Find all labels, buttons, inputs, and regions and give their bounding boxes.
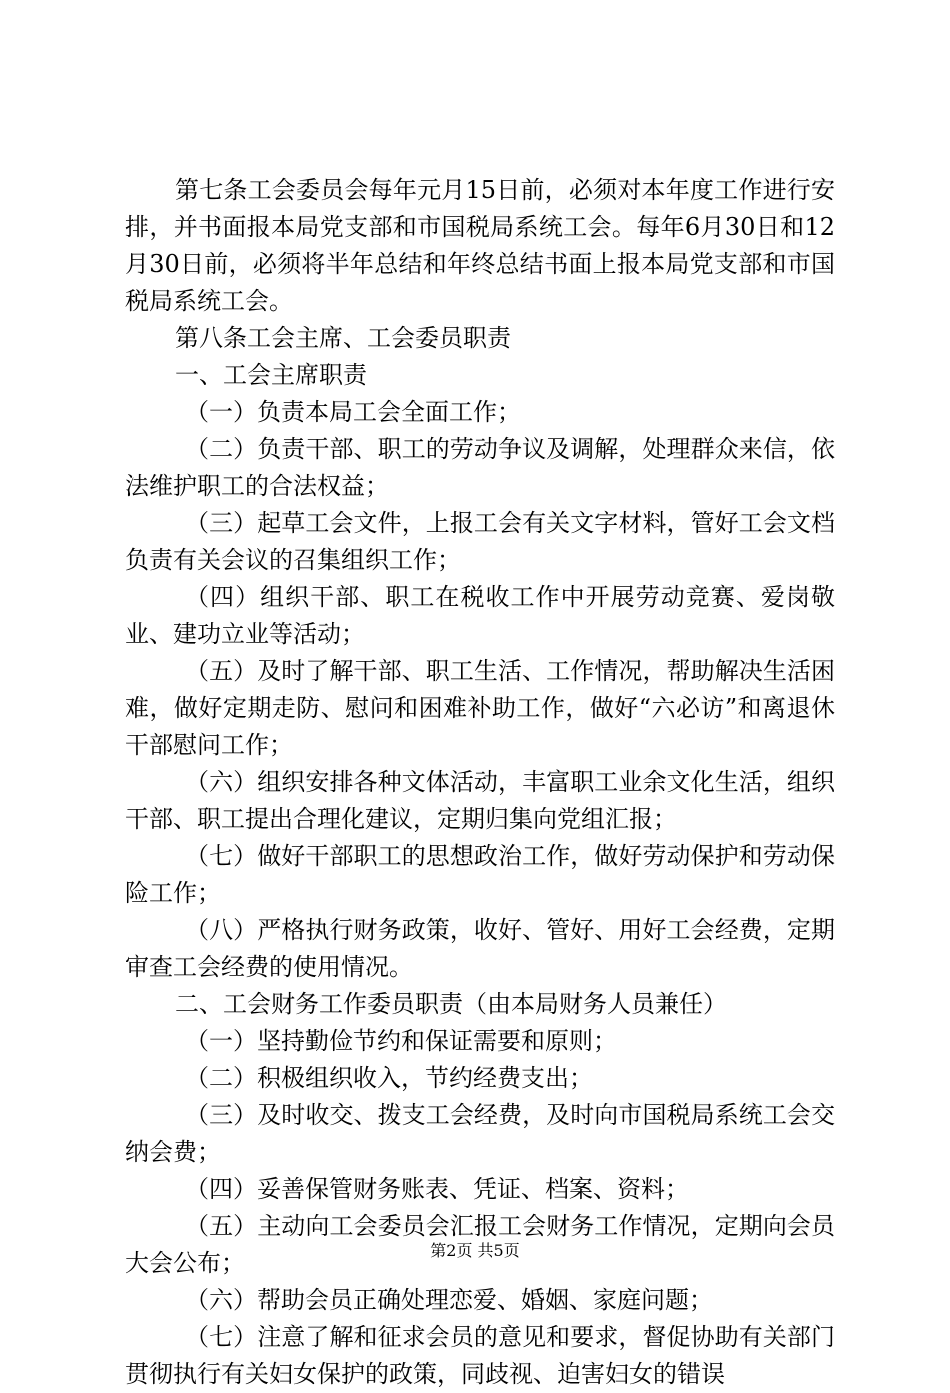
paragraph-p11: （八）严格执行财务政策，收好、管好、用好工会经费，定期审查工会经费的使用情况。	[125, 916, 835, 981]
paragraph-p2: 第八条工会主席、工会委员职责	[175, 324, 511, 352]
paragraph-p18: （六）帮助会员正确处理恋爱、婚姻、家庭问题；	[185, 1286, 713, 1314]
paragraph-p16: （四）妥善保管财务账表、凭证、档案、资料；	[185, 1175, 689, 1203]
paragraph-p10: （七）做好干部职工的思想政治工作，做好劳动保护和劳动保险工作；	[125, 842, 835, 907]
paragraph-p19: （七）注意了解和征求会员的意见和要求，督促协助有关部门贯彻执行有关妇女保护的政策，同歧视、迫害妇女的错误	[125, 1323, 835, 1388]
paragraph-p4: （一）负责本局工会全面工作；	[185, 398, 521, 426]
paragraph-p3: 一、工会主席职责	[175, 361, 367, 389]
paragraph-p1: 第七条工会委员会每年元月15日前，必须对本年度工作进行安排，并书面报本局党支部和市国税局系统工会。每年6月30日和12月30日前，必须将半年总结和年终总结书面上报本局党支部和市国税局系统工会。	[125, 176, 835, 315]
paragraph-p5: （二）负责干部、职工的劳动争议及调解，处理群众来信，依法维护职工的合法权益；	[125, 435, 835, 500]
document-body	[125, 172, 835, 1393]
paragraph-p17: （五）主动向工会委员会汇报工会财务工作情况，定期向会员大会公布；	[125, 1212, 835, 1277]
paragraph-p14: （二）积极组织收入，节约经费支出；	[185, 1064, 593, 1092]
page-footer: 第2页 共5页	[430, 1241, 520, 1260]
paragraph-p6: （三）起草工会文件，上报工会有关文字材料，管好工会文档负责有关会议的召集组织工作；	[125, 509, 835, 574]
paragraph-p7: （四）组织干部、职工在税收工作中开展劳动竞赛、爱岗敬业、建功立业等活动；	[125, 583, 835, 648]
paragraph-p8: （五）及时了解干部、职工生活、工作情况，帮助解决生活困难，做好定期走防、慰问和困难补助工作，做好“六必访”和离退休干部慰问工作；	[125, 657, 835, 759]
paragraph-p12: 二、工会财务工作委员职责（由本局财务人员兼任）	[175, 990, 727, 1018]
paragraph-p13: （一）坚持勤俭节约和保证需要和原则；	[185, 1027, 617, 1055]
paragraph-p9: （六）组织安排各种文体活动，丰富职工业余文化生活，组织干部、职工提出合理化建议，定期归集向党组汇报；	[125, 768, 835, 833]
paragraph-p15: （三）及时收交、拨支工会经费，及时向市国税局系统工会交纳会费；	[125, 1101, 835, 1166]
